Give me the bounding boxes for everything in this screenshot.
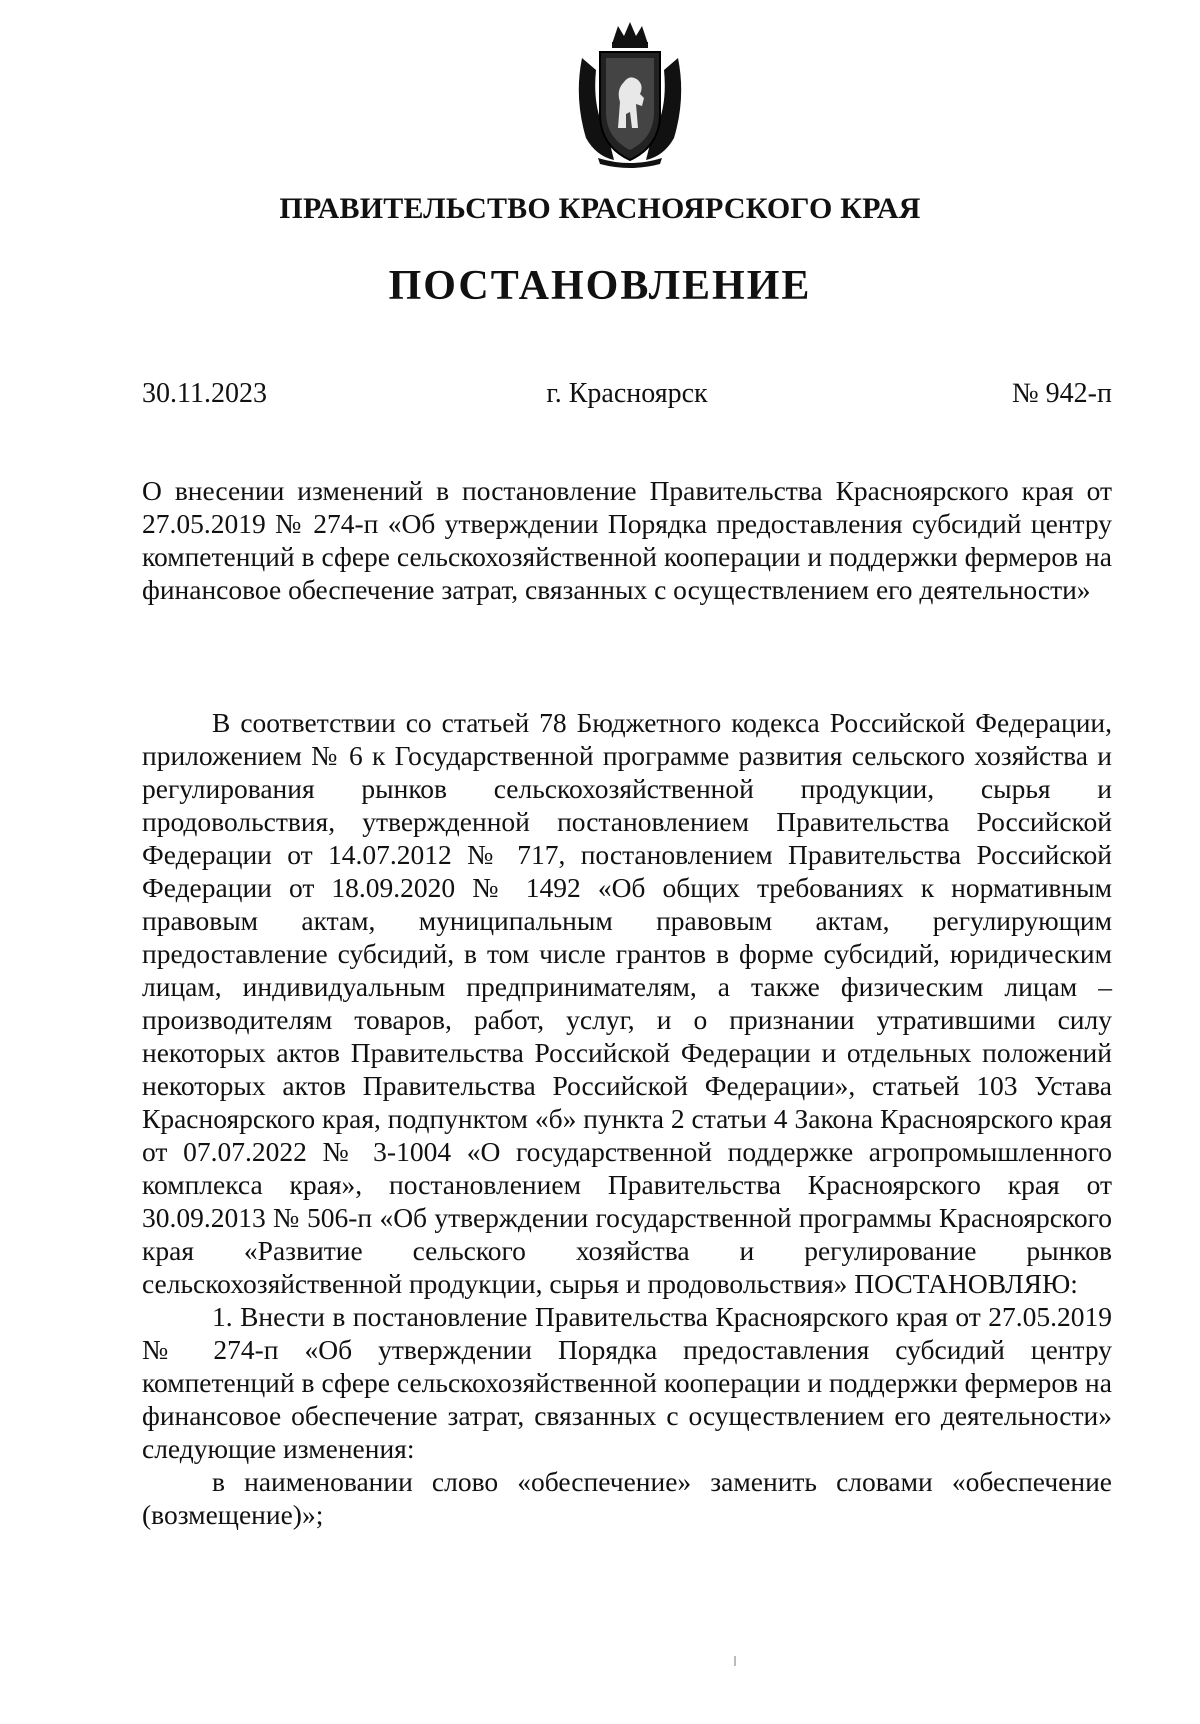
document-subject: О внесении изменений в постановление Правительства Красноярского края от 27.05.2019 № 274-п «Об утверждении Порядка предоставления субсидий центру компетенций в сфере сельскохозяйственной кооперации и поддержки фермеров на финансовое обеспечение затрат, связанных с осуществлением его деятельности» [142, 475, 1112, 605]
document-body [142, 706, 1112, 1531]
document-date: 30.11.2023 [142, 378, 267, 409]
document-number: № 942-п [1011, 378, 1112, 409]
preamble-paragraph: В соответствии со статьей 78 Бюджетного кодекса Российской Федерации, приложением № 6 к Государственной программе развития сельского хозяйства и регулирования рынков сельскохозяйственной продукции, сырья и продовольствия, утвержденной постановлением Правительства Российской Федерации от 14.07.2012 № 717, постановлением Правительства Российской Федерации от 18.09.2020 № 1492 «Об общих требованиях к нормативным правовым актам, муниципальным правовым актам, регулирующим предоставление субсидий, в том числе грантов в форме субсидий, юридическим лицам, индивидуальным предпринимателям, а также физическим лицам – производителям товаров, работ, услуг, и о признании утратившими силу некоторых актов Правительства Российской Федерации и отдельных положений некоторых актов Правительства Российской Федерации», статьей 103 Устава Красноярского края, подпунктом «б» пункта 2 статьи 4 Закона Красноярского края от 07.07.2022 № 3-1004 «О государственной поддержке агропромышленного комплекса края», постановлением Правительства Красноярского края от 30.09.2013 № 506-п «Об утверждении государственной программы Красноярского края «Развитие сельского хозяйства и регулирование рынков сельскохозяйственной продукции, сырья и продовольствия» ПОСТАНОВЛЯЮ: [142, 707, 1112, 1299]
item-1-paragraph: 1. Внести в постановление Правительства Красноярского края от 27.05.2019 № 274-п «Об утверждении Порядка предоставления субсидий центру компетенций в сфере сельскохозяйственной кооперации и поддержки фермеров на финансовое обеспечение затрат, связанных с осуществлением его деятельности» следующие изменения: [142, 1301, 1112, 1464]
change-1-paragraph: в наименовании слово «обеспечение» заменить словами «обеспечение (возмещение)»; [142, 1466, 1112, 1530]
document-type-title: ПОСТАНОВЛЕНИЕ [388, 263, 812, 309]
document-city: г. Красноярск [546, 378, 708, 409]
krasnoyarsk-coat-of-arms-icon [568, 18, 692, 168]
document-meta-row [142, 378, 1112, 418]
government-name: ПРАВИТЕЛЬСТВО КРАСНОЯРСКОГО КРАЯ [279, 192, 921, 225]
scan-mark [734, 1656, 736, 1666]
